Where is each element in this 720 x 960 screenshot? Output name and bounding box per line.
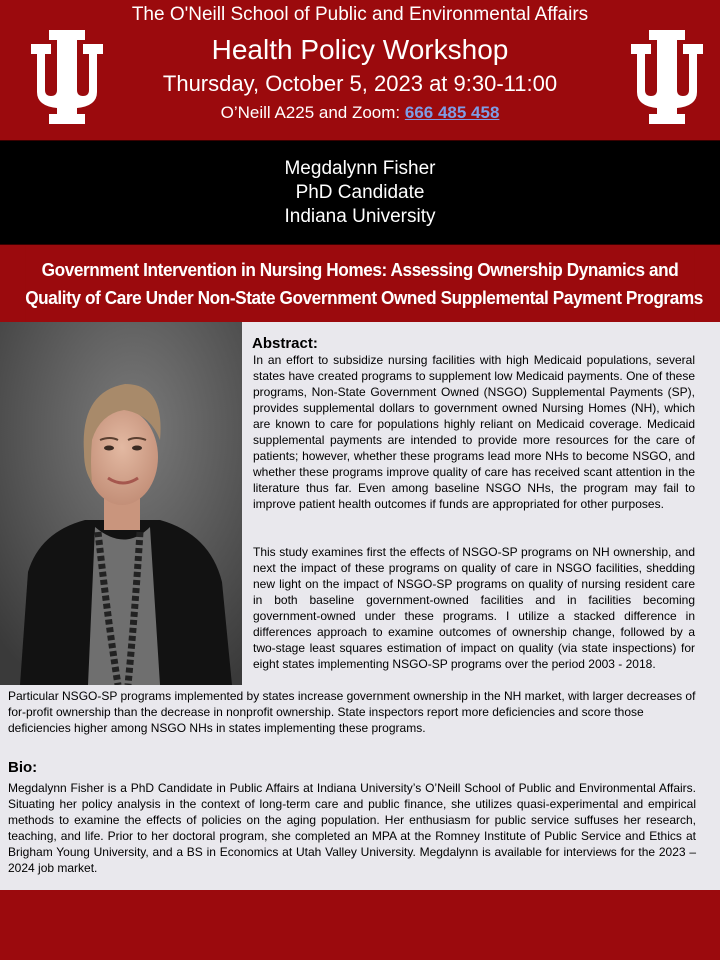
event-datetime: Thursday, October 5, 2023 at 9:30-11:00 bbox=[162, 71, 558, 96]
event-header bbox=[0, 0, 720, 140]
talk-title-line-1: Government Intervention in Nursing Homes: Assessing Ownership Dynamics and bbox=[41, 259, 679, 280]
school-name: The O'Neill School of Public and Environmental Affairs bbox=[131, 4, 589, 25]
speaker-photo bbox=[0, 322, 242, 685]
iu-trident-logo-icon bbox=[631, 30, 703, 124]
event-location bbox=[0, 102, 720, 124]
talk-title-line-2: Quality of Care Under Non-State Government Owned Supplemental Payment Programs bbox=[25, 287, 703, 308]
speaker-band bbox=[0, 140, 720, 245]
location-text: O’Neill A225 and Zoom: bbox=[220, 103, 405, 122]
speaker-name: Megdalynn Fisher bbox=[284, 158, 436, 179]
abstract-paragraph-2: This study examines first the effects of NSGO-SP programs on NH ownership, and next the impact of these programs on quality of care in NSGO facilities, shedding new light on the impact of NSGO-SP programs on quality of nursing resident care in both baseline government-owned facilities and in facilities becoming government-owned under these programs. I utilize a stacked difference in differences approach to examine outcomes of ownership change, followed by a two-stage least squares estimation of impact on quality (via state inspections) for eight states implementing NSGO-SP programs over the period 2003 - 2018. bbox=[253, 545, 695, 671]
speaker-affiliation: Indiana University bbox=[284, 206, 436, 227]
abstract-paragraph-1: In an effort to subsidize nursing facilities with high Medicaid populations, several states have created programs to supplement low Medicaid payments. One of these programs, Non-State Government Owned (NSGO) Supplemental Payments (SP), provides supplemental dollars to government owned Nursing Homes (NH), which are known to care for populations highly reliant on Medicaid coverage. Medicaid supplemental payments are intended to provide more resources for the care of patients; however, whether these programs lead more NHs to become NSGO, and whether these programs improve quality of care has received scant attention in the literature thus far. Even among baseline NSGO NHs, the program may fail to improve patient health outcomes if funds are appropriated for other purposes. bbox=[253, 353, 695, 511]
zoom-meeting-link[interactable]: 666 485 458 bbox=[404, 103, 500, 122]
bio-paragraph: Megdalynn Fisher is a PhD Candidate in Public Affairs at Indiana University’s O’Neill School of Public and Environmental Affairs. Situating her policy analysis in the context of long-term care and public finance, she utilizes quasi-experimental and empirical methods to examine the effects of policies on the aging population. Her enthusiasm for public service suffuses her research, teaching, and life. Prior to her doctoral program, she completed an MPA at the Romney Institute of Public Service and Ethics at Brigham Young University, and a BS in Economics at Utah Valley University. Megdalynn is available for interviews for the 2023 – 2024 job market. bbox=[8, 781, 696, 875]
footer-band bbox=[0, 890, 720, 960]
event-title: Health Policy Workshop bbox=[211, 34, 509, 65]
abstract-heading: Abstract: bbox=[252, 335, 318, 352]
speaker-role: PhD Candidate bbox=[295, 182, 425, 203]
content-panel bbox=[0, 322, 720, 890]
bio-heading: Bio: bbox=[8, 759, 38, 776]
abstract-paragraph-3: Particular NSGO-SP programs implemented by states increase government ownership in the NH market, with larger decreases of for-profit ownership than the decrease in nonprofit ownership. State inspectors report more deficiencies and score those deficiencies higher among NSGO NHs in states implementing these programs. bbox=[8, 689, 696, 735]
talk-title bbox=[25, 246, 703, 322]
